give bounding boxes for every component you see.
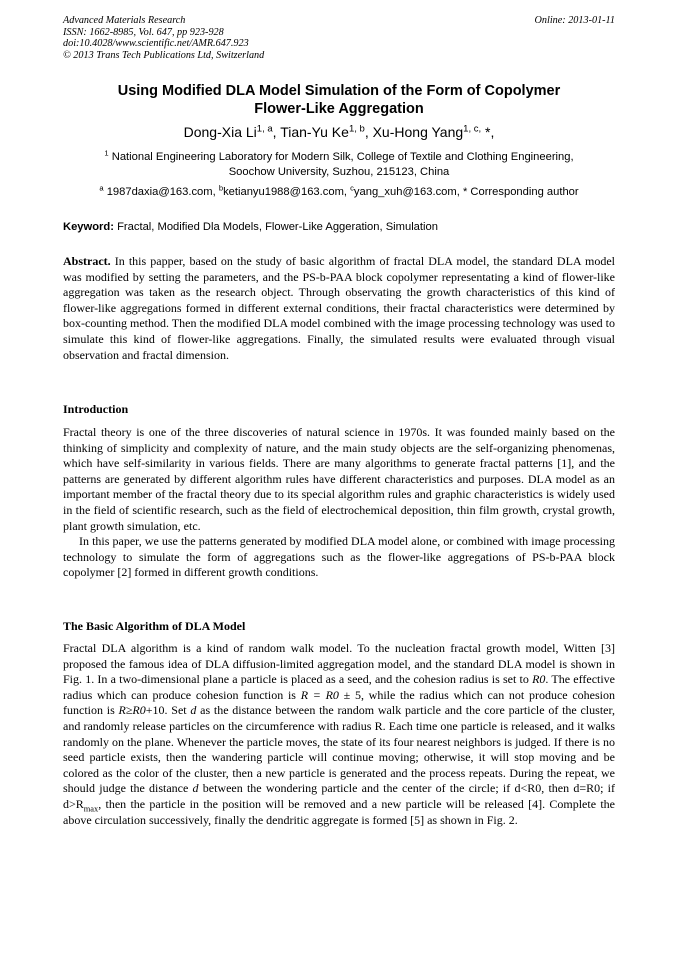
- affiliation-number: 1: [104, 148, 109, 158]
- affiliation-line-2: Soochow University, Suzhou, 215123, China: [228, 166, 450, 178]
- text-run: +10. Set: [145, 703, 191, 718]
- journal-name: Advanced Materials Research: [63, 15, 186, 26]
- email-a: 1987daxia@163.com,: [103, 186, 219, 198]
- rmax-subscript: max: [83, 804, 99, 814]
- online-date: Online: 2013-01-11: [534, 15, 615, 26]
- text-run: ± 5, while the radius which can not produce cohesion function is: [63, 687, 616, 718]
- symbol-r0: R0: [532, 672, 546, 687]
- symbol-d: d: [190, 703, 197, 718]
- keyword-text: Fractal, Modified Dla Models, Flower-Like Aggeration, Simulation: [113, 221, 438, 233]
- introduction-paragraph-1: Fractal theory is one of the three discoveries of natural science in 1970s. It was founded mainly based on the thinking of simplicity and complexity of nature, and the main study objects are the self-organizing phenomenas, which have self-similarity in various fields. There are many algorithms to generate fractal patterns [1], and the patterns are generated by different algorithm rules have different characteristics and purposes. DLA model as an important member of the fractal theory due to its special algorithm rules and graphic characteristics is widely used in the field of scientific research, such as the field of electrochemical deposition, thin film growth, crystal growth, plant growth simulation, etc.: [63, 425, 615, 533]
- keyword-label: Keyword:: [63, 221, 114, 233]
- email-b-mark: b: [218, 183, 224, 193]
- keywords: [63, 220, 615, 235]
- journal-doi: doi:10.4028/www.scientific.net/AMR.647.923: [63, 38, 249, 49]
- affiliation: [63, 150, 615, 180]
- title-line-1: Using Modified DLA Model Simulation of the Form of Copolymer: [117, 83, 561, 99]
- affiliation-line-1: [63, 150, 615, 165]
- abstract-paragraph: [63, 254, 615, 363]
- abstract-text: In this papper, based on the study of basic algorithm of fractal DLA model, the standard DLA model was modified by setting the parameters, and the PS-b-PAA block copolymer representating a kind of flower-like aggregation was taken as the research object. Through observating the growth characteristics of this kind of flower-like aggregations formed in different external conditions, their fractal characteristics were determined by box-counting method. Then the modified DLA model combined with the image processing technology was used to simulate this kind of flower-like aggregations. Finally, the simulated results were evaluated through visual observation and fractal dimension.: [63, 254, 615, 362]
- text-run: as the distance between the random walk particle and the core particle of the cluster, and randomly release particles on the circumference with radius R. Each time one particle is released, and it walks randomly on the plane. Whenever the particle moves, the state of its four nearest neighbors is judged. If there is no seed particle exists, then the wandering particle will continue moving; otherwise, it will stop moving and be colored as the color of the cluster, then a new particle is generated and the process repeats. During the repeat, we should judge the distance: [63, 703, 615, 796]
- text-run: . The effective radius which can produce cohesion function is: [63, 672, 616, 702]
- abstract: [63, 254, 615, 363]
- author-2: Tian-Yu Ke: [280, 124, 349, 140]
- paper-title: [63, 82, 615, 118]
- journal-issn: ISSN: 1662-8985, Vol. 647, pp 923-928: [63, 26, 224, 38]
- author-2-affil: 1, b: [348, 123, 365, 135]
- corresponding-author-note: * Corresponding author: [462, 186, 579, 198]
- title-line-2: Flower-Like Aggregation: [254, 101, 424, 117]
- symbol-d: d: [192, 781, 199, 796]
- journal-copyright: © 2013 Trans Tech Publications Ltd, Switzerland: [63, 49, 265, 61]
- text-run: , then the particle in the position will be removed and a new particle will be released [4]. Complete the above circulation successively, finally the dendritic aggregate is formed [5] as shown in Fig. 2.: [63, 796, 615, 827]
- email-c-mark: c: [350, 183, 354, 193]
- text-run: Fractal DLA algorithm is a kind of random walk model. To the nucleation fractal growth model, Witten [3] proposed the famous idea of DLA diffusion-limited aggregation model, and the standard DLA model is shown in Fig. 1. In a two-dimensional plane a particle is placed as a seed, and the cohesion radius is set to: [63, 641, 615, 687]
- introduction-heading: Introduction: [63, 402, 129, 416]
- author-emails: [63, 185, 615, 200]
- author-separator: ,: [272, 124, 281, 140]
- basic-algorithm-heading: The Basic Algorithm of DLA Model: [63, 619, 246, 633]
- equation-effective-radius: R = R0: [300, 687, 339, 702]
- journal-header: [63, 15, 615, 61]
- email-a-mark: a: [99, 183, 104, 193]
- email-b: ketianyu1988@163.com,: [223, 186, 351, 198]
- affiliation-text: National Engineering Laboratory for Modern Silk, College of Textile and Clothing Engineering,: [108, 151, 574, 163]
- basic-algorithm-paragraph: [63, 641, 615, 828]
- text-run: between the wondering particle and the center of the circle; if d<R0, then d=R0; if d>R: [63, 781, 616, 811]
- author-list: [63, 123, 615, 141]
- equation-noncohesion-radius: R≥R0: [118, 703, 146, 718]
- author-3-affil: 1, c,: [463, 123, 482, 135]
- basic-algorithm-section: [63, 641, 615, 828]
- author-1: Dong-Xia Li: [183, 124, 257, 140]
- introduction-section: [63, 425, 615, 581]
- author-separator: ,: [364, 124, 373, 140]
- introduction-paragraph-2: In this paper, we use the patterns generated by modified DLA model alone, or combined with image processing technology to simulate the form of aggregations such as the flower-like aggregations of PS-b-PAA block copolymer [2] formed in different growth conditions.: [63, 534, 615, 580]
- email-c: yang_xuh@163.com,: [353, 186, 463, 198]
- abstract-label: Abstract.: [63, 254, 111, 268]
- author-3: Xu-Hong Yang: [372, 124, 464, 140]
- corresponding-mark: *,: [481, 124, 495, 140]
- author-1-affil: 1, a: [256, 123, 273, 135]
